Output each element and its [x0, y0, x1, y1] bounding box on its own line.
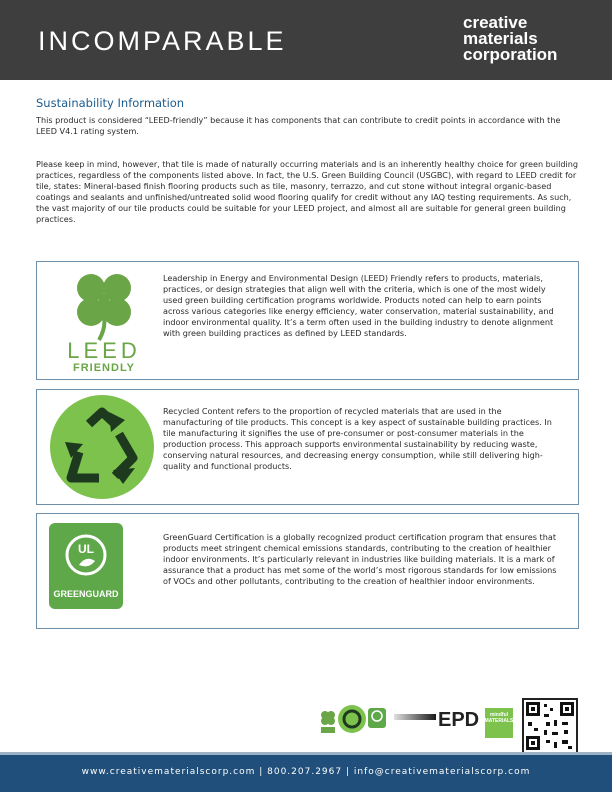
- recycled-description: Recycled Content refers to the proportion of recycled materials that are used in the manufacturing of tile products. This concept is a key aspect of sustainable building practices. In tile manufacturing it signifies the use of pre-consumer or post-consumer materials in the production process. This approach supports environmental sustainability by reducing waste, conserving natural resources, and decreasing energy consumption, while still delivering high-quality and functional products.: [163, 406, 552, 471]
- greenguard-word: GREENGUARD: [53, 589, 119, 599]
- certification-logos: [0, 690, 612, 750]
- company-line-2: materials: [463, 29, 538, 48]
- leed-friendly-logo: [59, 266, 149, 376]
- leed-description: Leadership in Energy and Environmental Design (LEED) Friendly refers to products, materials, practices, or design strategies that align well with the criteria, which is one of the most widely used green building certification programs worldwide. Products noted can help to earn points across various categories like energy efficiency, water conservation, material sustainability, and indoor environmental quality. It’s a term often used in the building industry to denote alignment with green building practices as defined by LEED standards.: [163, 273, 554, 338]
- leed-card: [36, 261, 579, 380]
- recycle-logo: [49, 394, 155, 500]
- intro-paragraph: This product is considered “LEED-friendly” because it has components that can contribute to credit points in accordance with the LEED V4.1 rating system.: [36, 115, 561, 136]
- details-paragraph: Please keep in mind, however, that tile is made of naturally occurring materials and is an inherently healthy choice for green building practices, regardless of the components listed above. In fact, the U.S. Green Building Council (USGBC), with regard to LEED credit for tile, states: Mineral-based finish flooring products such as tile, masonry, terrazzo, and cut stone without integral organic-based coatings and sealants and unfinished/untreated solid wood flooring qualify for credit without any IAQ testing requirements. As such, the vast majority of our tile products could be suitable for your LEED project, and almost all are suitable for general green building practices.: [36, 159, 579, 224]
- small-leed-icon: [318, 708, 338, 734]
- leed-friendly-word: FRIENDLY: [73, 362, 135, 374]
- company-line-1: creative: [463, 13, 528, 32]
- qr-code[interactable]: [522, 698, 578, 754]
- company-logo: [463, 15, 557, 63]
- section-title: Sustainability Information: [36, 96, 185, 110]
- greenguard-card: [36, 513, 579, 629]
- greenguard-logo: [49, 523, 123, 609]
- small-recycle-icon: [337, 704, 367, 734]
- epd-bar: [394, 714, 436, 720]
- leed-word: LEED: [67, 338, 141, 363]
- ul-leaf-icon: [49, 523, 123, 585]
- ul-mark: UL: [78, 542, 94, 556]
- company-line-3: corporation: [463, 45, 558, 64]
- recycle-icon: [49, 394, 155, 500]
- greenguard-description: GreenGuard Certification is a globally recognized product certification program that ensures that products meet stringent chemical emissions standards, contributing to the creation of healthier indoor environments. It’s particularly relevant in industries like building materials. It is a mark of assurance that a product has met some of the world’s most rigorous standards for low emissions of VOCs and other pollutants, contributing to the creation of healthier indoor environments.: [163, 532, 557, 586]
- header-bar: [0, 0, 612, 80]
- footer-contact[interactable]: www.creativematerialscorp.com | 800.207.2967 | info@creativematerialscorp.com: [81, 767, 531, 777]
- brand-wordmark: INCOMPARABLE: [38, 26, 287, 56]
- clover-icon: [59, 266, 149, 341]
- epd-label: EPD: [438, 709, 480, 731]
- recycled-card: [36, 389, 579, 505]
- mindful-label: mindful MATERIALS: [484, 712, 514, 724]
- small-greenguard-icon: [368, 708, 386, 728]
